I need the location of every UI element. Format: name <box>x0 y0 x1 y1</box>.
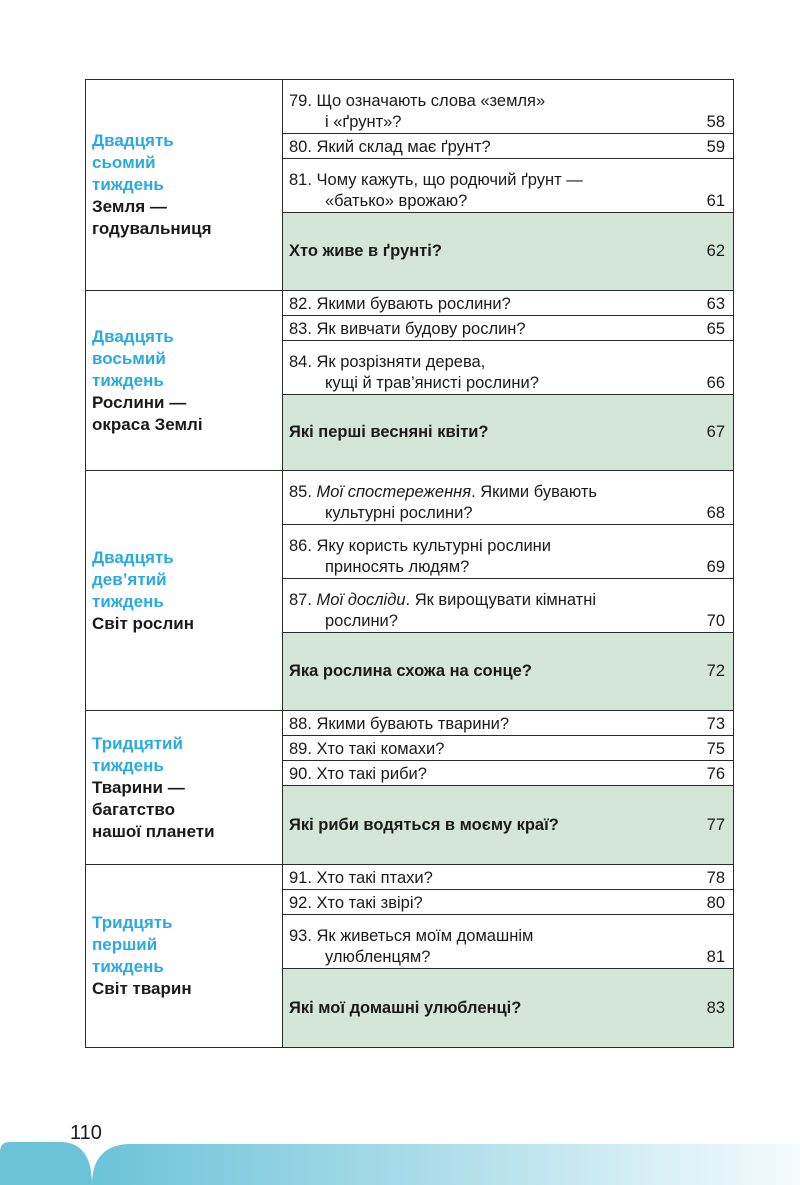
lesson-cell <box>283 736 734 761</box>
lesson-summary <box>283 969 733 1047</box>
lesson-title-line: 80. Який склад має ґрунт? <box>289 138 491 156</box>
lesson-title <box>289 352 695 394</box>
page-ref: 75 <box>706 740 725 758</box>
week-title: Тридцятий тиждень <box>92 733 183 775</box>
lesson-cell <box>283 761 734 786</box>
table-row <box>86 711 734 736</box>
table-row <box>86 471 734 525</box>
page-ref: 67 <box>706 423 725 441</box>
lesson-title-line: «батько» врожаю? <box>325 192 468 210</box>
lesson-item <box>283 865 733 889</box>
week-theme: Світ рослин <box>92 613 195 633</box>
footer-decoration <box>0 1142 800 1185</box>
lesson-title <box>289 764 695 785</box>
lesson-title <box>289 868 695 889</box>
lesson-cell <box>283 633 734 711</box>
lesson-title-line: Хто живе в ґрунті? <box>289 242 442 260</box>
lesson-summary <box>283 786 733 864</box>
page-ref: 80 <box>706 894 725 912</box>
lesson-cell <box>283 969 734 1048</box>
page-ref: 73 <box>706 715 725 733</box>
lesson-title-line: рослини? <box>325 612 398 630</box>
lesson-title <box>289 815 695 836</box>
page-ref: 65 <box>706 320 725 338</box>
week-cell <box>86 865 283 1048</box>
lesson-title-line: Які риби водяться в моєму краї? <box>289 815 559 834</box>
lesson-summary <box>283 395 733 470</box>
week-cell <box>86 80 283 291</box>
lesson-title-line: 86. Яку користь культурні рослини <box>289 537 551 555</box>
lesson-title <box>289 91 695 133</box>
lesson-title-line: 91. Хто такі птахи? <box>289 869 433 887</box>
page-ref: 81 <box>706 948 725 966</box>
page-ref: 70 <box>706 612 725 630</box>
lesson-cell <box>283 341 734 395</box>
table-row <box>86 865 734 890</box>
lesson-title <box>289 482 695 524</box>
week-theme: Світ тварин <box>92 979 192 998</box>
lesson-title <box>289 590 695 632</box>
lesson-title-line: культурні рослини? <box>325 504 473 522</box>
page-ref: 76 <box>706 765 725 783</box>
page-ref: 72 <box>706 662 725 680</box>
page-ref: 77 <box>706 815 725 834</box>
page-ref: 83 <box>706 998 725 1017</box>
lesson-cell <box>283 525 734 579</box>
week-title: Тридцять перший тиждень <box>92 913 173 976</box>
week-cell <box>86 471 283 711</box>
lesson-title-line: кущі й трав’янисті рослини? <box>325 374 539 392</box>
lesson-cell <box>283 579 734 633</box>
page-ref: 63 <box>706 295 725 313</box>
lesson-cell <box>283 159 734 213</box>
lesson-title-line: приносять людям? <box>325 558 470 576</box>
lesson-title-line: 84. Як розрізняти дерева, <box>289 353 486 371</box>
lesson-title <box>289 319 695 340</box>
lesson-title-line: Яка рослина схожа на сонце? <box>289 662 532 680</box>
lesson-cell <box>283 915 734 969</box>
lesson-cell <box>283 890 734 915</box>
lesson-cell <box>283 711 734 736</box>
lesson-title-line: і «ґрунт»? <box>325 113 402 131</box>
table-row <box>86 80 734 134</box>
week-title: Двадцять сьомий тиждень <box>92 131 174 194</box>
lesson-title-line: 79. Що означають слова «земля» <box>289 92 546 110</box>
lesson-cell <box>283 80 734 134</box>
lesson-item <box>283 80 733 133</box>
page-ref: 69 <box>706 558 725 576</box>
week-theme: Земля — годувальниця <box>92 197 212 238</box>
lesson-title-line: 82. Якими бувають рослини? <box>289 295 511 313</box>
lesson-item <box>283 159 733 212</box>
lesson-item <box>283 291 733 315</box>
lesson-title <box>289 661 695 682</box>
lesson-item <box>283 579 733 632</box>
lesson-title <box>289 294 695 315</box>
lesson-title <box>289 998 695 1019</box>
week-theme: Рослини — окраса Землі <box>92 392 203 434</box>
lesson-cell <box>283 291 734 316</box>
lesson-title <box>289 739 695 760</box>
lesson-item <box>283 134 733 158</box>
week-title: Двадцять дев’ятий тиждень <box>92 547 174 611</box>
lesson-title <box>289 926 695 968</box>
lesson-item <box>283 736 733 760</box>
lesson-title-line: 81. Чому кажуть, що родючий ґрунт — <box>289 171 583 189</box>
lesson-item <box>283 525 733 578</box>
lesson-title-line: 88. Якими бувають тварини? <box>289 715 510 733</box>
page-number: 110 <box>70 1122 102 1144</box>
lesson-title-line: улюбленцям? <box>325 948 431 966</box>
lesson-title-line: 87. Мої досліди. Як вирощувати кімнатні <box>289 591 597 609</box>
table-row <box>86 291 734 316</box>
table-of-contents <box>85 79 734 1048</box>
page-ref: 61 <box>706 192 725 210</box>
page-ref: 68 <box>706 504 725 522</box>
lesson-title <box>289 422 695 443</box>
lesson-summary <box>283 213 733 290</box>
page-ref: 59 <box>706 138 725 156</box>
lesson-cell <box>283 865 734 890</box>
lesson-item <box>283 711 733 735</box>
page-ref: 58 <box>706 113 725 131</box>
lesson-title-line: 89. Хто такі комахи? <box>289 740 445 758</box>
lesson-title <box>289 893 695 914</box>
lesson-summary <box>283 633 733 710</box>
lesson-cell <box>283 471 734 525</box>
lesson-title-line: 92. Хто такі звірі? <box>289 894 423 912</box>
week-title: Двадцять восьмий тиждень <box>92 326 174 390</box>
lesson-title-line: Які перші весняні квіти? <box>289 423 489 441</box>
page-ref: 62 <box>706 242 725 260</box>
lesson-title-line: 83. Як вивчати будову рослин? <box>289 320 526 338</box>
week-cell <box>86 711 283 865</box>
lesson-item <box>283 761 733 785</box>
lesson-cell <box>283 395 734 471</box>
lesson-title-line: Які мої домашні улюбленці? <box>289 998 522 1017</box>
week-theme: Тварини — багатство нашої планети <box>92 777 215 841</box>
page-ref: 66 <box>706 374 725 392</box>
lesson-title <box>289 137 695 158</box>
lesson-cell <box>283 213 734 291</box>
week-cell <box>86 291 283 471</box>
lesson-title <box>289 536 695 578</box>
lesson-item <box>283 316 733 340</box>
lesson-item <box>283 915 733 968</box>
lesson-title <box>289 170 695 212</box>
lesson-item <box>283 341 733 394</box>
lesson-title-line: 85. Мої спостереження. Якими бувають <box>289 483 597 501</box>
lesson-title-line: 90. Хто такі риби? <box>289 765 427 783</box>
lesson-item <box>283 471 733 524</box>
page-ref: 78 <box>706 869 725 887</box>
lesson-cell <box>283 316 734 341</box>
lesson-item <box>283 890 733 914</box>
lesson-cell <box>283 786 734 865</box>
lesson-title <box>289 241 695 262</box>
lesson-title-line: 93. Як живеться моїм домашнім <box>289 927 534 945</box>
lesson-cell <box>283 134 734 159</box>
lesson-title <box>289 714 695 735</box>
